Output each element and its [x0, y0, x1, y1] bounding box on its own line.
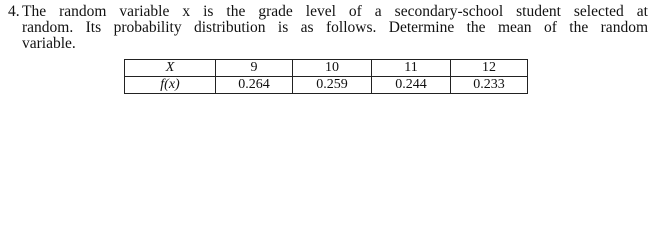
- table-cell: 12: [451, 60, 528, 77]
- probability-distribution-table: [124, 59, 528, 94]
- table-cell: 11: [372, 60, 451, 77]
- table-cell: 0.233: [451, 77, 528, 94]
- problem-line-1: The random variable x is the grade level of a secondary-school student selected at: [22, 3, 648, 20]
- row-label-x: X: [125, 60, 216, 77]
- table-row-fx: [125, 77, 528, 94]
- table-cell: 0.259: [293, 77, 372, 94]
- table-cell: 0.264: [216, 77, 293, 94]
- problem-line-2: random. Its probability distribution is as follows. Determine the mean of the random: [22, 19, 648, 36]
- row-label-fx: f(x): [125, 77, 216, 94]
- table-cell: 0.244: [372, 77, 451, 94]
- problem-statement: [8, 4, 648, 52]
- problem-text: [8, 4, 648, 52]
- table-cell: 9: [216, 60, 293, 77]
- problem-line-3: variable.: [22, 35, 76, 52]
- question-number: 4.: [8, 3, 20, 20]
- table-cell: 10: [293, 60, 372, 77]
- table-row-x: [125, 60, 528, 77]
